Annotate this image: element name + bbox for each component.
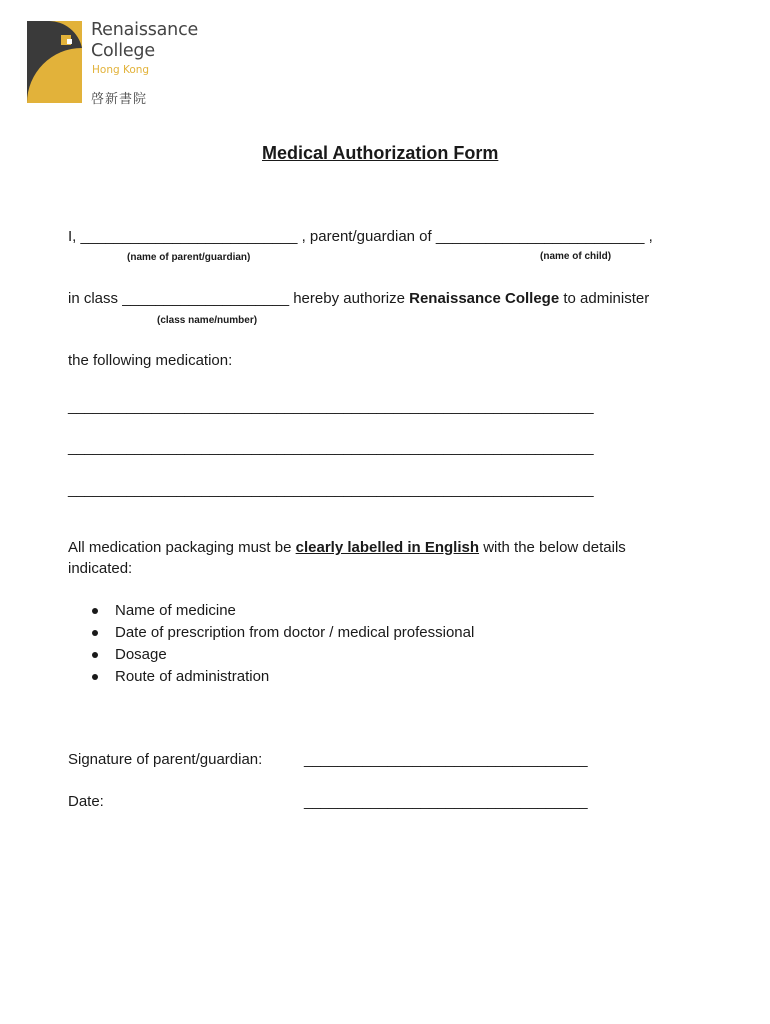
bullet-icon [92,652,98,658]
list-item: Route of administration [90,666,474,688]
parent-name-caption: (name of parent/guardian) [127,252,251,263]
labelling-notice-line-2: indicated: [68,560,133,577]
list-item: Date of prescription from doctor / medical professional [90,622,474,644]
bullet-icon [92,630,98,636]
list-item: Name of medicine [90,600,474,622]
child-name-blank[interactable]: _________________________ [435,228,645,245]
parent-name-blank[interactable]: __________________________ [80,228,298,245]
bullet-icon [92,674,98,680]
list-item: Dosage [90,644,474,666]
class-caption: (class name/number) [157,315,258,326]
bullet-icon [92,608,98,614]
requirements-list [90,600,474,688]
labelling-notice: All medication packaging must be clearly labelled in English with the below details [68,539,626,556]
medication-intro: the following medication: [68,352,233,369]
logo-chinese-name: 啓新書院 [91,92,148,107]
labelling-emphasis: clearly labelled in English [295,539,480,556]
form-title: Medical Authorization Form [262,143,499,163]
college-name-bold: Renaissance College [409,290,560,307]
logo-location: Hong Kong [92,64,150,76]
medication-line[interactable]: _______________________________________________________________ [68,398,594,415]
authorization-line-1: I, __________________________ , parent/guardian of _________________________ , [68,228,653,245]
child-name-caption: (name of child) [540,251,612,262]
medication-line[interactable]: _______________________________________________________________ [68,481,594,498]
class-blank[interactable]: ____________________ [122,290,290,307]
date-label: Date: [68,793,104,810]
date-field[interactable]: __________________________________ [304,793,588,810]
college-logo-mark [27,21,82,103]
signature-field[interactable]: __________________________________ [304,751,588,768]
medication-line[interactable]: _______________________________________________________________ [68,439,594,456]
logo-college-name: Renaissance College [91,20,199,61]
authorization-line-2: in class ____________________ hereby authorize Renaissance College to administer [68,290,650,307]
signature-label: Signature of parent/guardian: [68,751,263,768]
